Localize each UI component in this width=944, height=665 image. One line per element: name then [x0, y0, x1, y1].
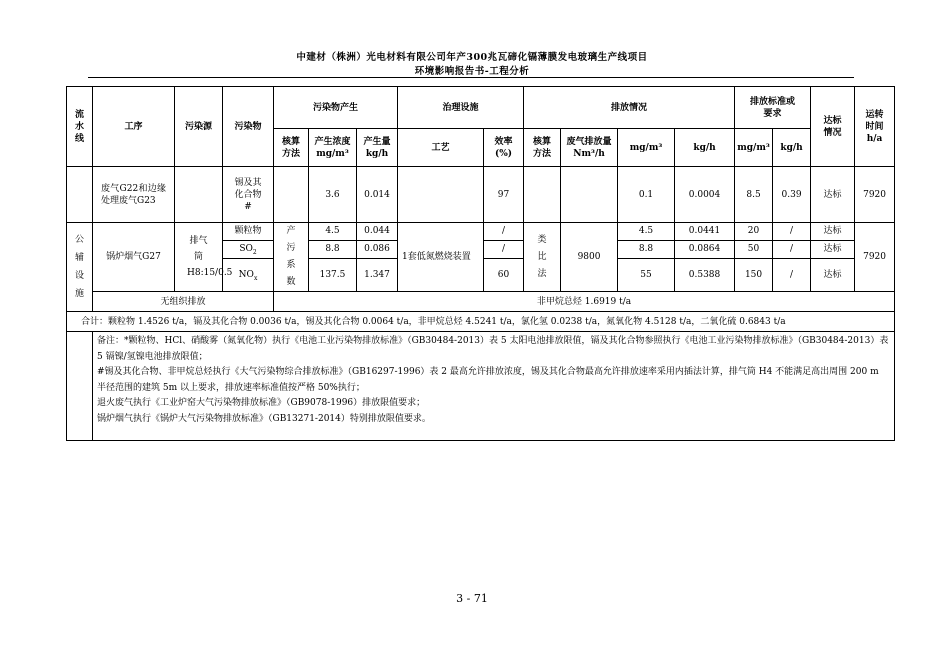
- row1-emission-conc: 0.1: [618, 167, 675, 223]
- boiler-so2-efficiency: /: [484, 240, 524, 258]
- note-2: #锡及其化合物、非甲烷总烃执行《大气污染物综合排放标准》（GB16297-1996）表 2 最高允许排放浓度，锡及其化合物最高允许排放速率采用内插法计算，排气筒 H4 不能满足高出周围 200 m 半径范围的建筑 5m 以上要求，排放速率标准值按严格 50%执行；: [97, 367, 879, 393]
- note-1: 备注：*颗粒物、HCl、硝酸雾（氮氧化物）执行《电池工业污染物排放标准》（GB30484-2013）表 5 太阳电池排放限值，镉及其化合物参照执行《电池工业污染物排放标准》（GB30484-2013）表 5 镉镍/氢镍电池排放限值；: [97, 336, 889, 362]
- boiler-pm-std-rate: /: [773, 223, 811, 241]
- row1-treatment: [398, 167, 484, 223]
- subheader-amount: 产生量kg/h: [357, 129, 398, 167]
- col-header-source: 污染源: [175, 87, 223, 167]
- notes-cell: [93, 332, 895, 441]
- boiler-method: 产污系数: [274, 223, 309, 292]
- col-header-runtime: 运转时间h/a: [855, 87, 895, 167]
- row1-emission-rate: 0.0004: [675, 167, 735, 223]
- boiler-line: 公辅设施: [67, 223, 93, 312]
- boiler-process: 锅炉烟气G27: [93, 223, 175, 292]
- row1-runtime: 7920: [855, 167, 895, 223]
- page-number: 3 - 71: [456, 592, 488, 605]
- subheader-std-kgh: kg/h: [773, 129, 811, 167]
- row1-std-conc: 8.5: [735, 167, 773, 223]
- subheader-flow: 废气排放量Nm³/h: [561, 129, 618, 167]
- boiler-nox-amount: 1.347: [357, 258, 398, 291]
- total-row: 合计：颗粒物 1.4526 t/a，镉及其化合物 0.0036 t/a，锡及其化合物 0.0064 t/a，非甲烷总烃 4.5241 t/a，氯化氢 0.0238 t/a，氮氧化物 4.5128 t/a，二氧化硫 0.6843 t/a: [67, 312, 895, 332]
- boiler-so2-std-rate: /: [773, 240, 811, 258]
- boiler-pm-status: 达标: [811, 223, 855, 241]
- header-subtitle: 环境影响报告书-工程分析: [414, 66, 530, 77]
- fugitive-value: 非甲烷总烃 1.6919 t/a: [274, 292, 895, 312]
- row1-process: 废气G22和边缘处理废气G23: [93, 167, 175, 223]
- boiler-pm-amount: 0.044: [357, 223, 398, 241]
- boiler-nox-std-rate: /: [773, 258, 811, 291]
- boiler-pollutant-nox: $NO_x$: [223, 258, 274, 291]
- notes-blank: [67, 332, 93, 441]
- subheader-mgm3: mg/m³: [618, 129, 675, 167]
- boiler-emission-method: 类比法: [524, 223, 561, 292]
- subheader-std-mgm3: mg/m³: [735, 129, 773, 167]
- boiler-so2-amount: 0.086: [357, 240, 398, 258]
- boiler-pollutant-pm: 颗粒物: [223, 223, 274, 241]
- row1-flow: [561, 167, 618, 223]
- col-header-treatment: 治理设施: [398, 87, 524, 129]
- boiler-treatment: 1套低氮燃烧装置: [398, 223, 484, 292]
- fugitive-label: 无组织排放: [93, 292, 274, 312]
- row1-emission-method: [524, 167, 561, 223]
- col-header-compliance: 达标情况: [811, 87, 855, 167]
- col-header-line: 流水线: [67, 87, 93, 167]
- row1-efficiency: 97: [484, 167, 524, 223]
- row1-conc: 3.6: [309, 167, 357, 223]
- boiler-so2-emission-rate: 0.0864: [675, 240, 735, 258]
- boiler-nox-emission-conc: 55: [618, 258, 675, 291]
- col-header-process: 工序: [93, 87, 175, 167]
- subheader-conc: 产生浓度mg/m³: [309, 129, 357, 167]
- boiler-pm-conc: 4.5: [309, 223, 357, 241]
- header-rule: [88, 77, 854, 78]
- boiler-nox-efficiency: 60: [484, 258, 524, 291]
- subheader-process: 工艺: [398, 129, 484, 167]
- subheader-emission-method: 核算方法: [524, 129, 561, 167]
- boiler-nox-status: 达标: [811, 258, 855, 291]
- boiler-nox-emission-rate: 0.5388: [675, 258, 735, 291]
- boiler-runtime: 7920: [855, 223, 895, 292]
- header-title: 中建材（株洲）光电材料有限公司年产300兆瓦碲化镉薄膜发电玻璃生产线项目: [296, 52, 648, 63]
- subheader-method: 核算方法: [274, 129, 309, 167]
- row1-std-rate: 0.39: [773, 167, 811, 223]
- boiler-so2-conc: 8.8: [309, 240, 357, 258]
- boiler-flow: 9800: [561, 223, 618, 292]
- col-header-emission: 排放情况: [524, 87, 735, 129]
- boiler-pm-emission-conc: 4.5: [618, 223, 675, 241]
- boiler-pollutant-so2: $SO_2$: [223, 240, 274, 258]
- boiler-so2-std-conc: 50: [735, 240, 773, 258]
- row1-amount: 0.014: [357, 167, 398, 223]
- note-4: 锅炉烟气执行《锅炉大气污染物排放标准》（GB13271-2014）特别排放限值要求。: [97, 413, 431, 424]
- boiler-nox-conc: 137.5: [309, 258, 357, 291]
- boiler-pm-efficiency: /: [484, 223, 524, 241]
- boiler-so2-status: 达标: [811, 240, 855, 258]
- row1-method: [274, 167, 309, 223]
- boiler-so2-emission-conc: 8.8: [618, 240, 675, 258]
- col-header-pollutant: 污染物: [223, 87, 274, 167]
- row1-line: [67, 167, 93, 223]
- boiler-nox-std-conc: 150: [735, 258, 773, 291]
- subheader-efficiency: 效率(%): [484, 129, 524, 167]
- subheader-kgh: kg/h: [675, 129, 735, 167]
- row1-source: [175, 167, 223, 223]
- col-header-standard: 排放标准或要求: [735, 87, 811, 129]
- emission-table: [66, 86, 895, 441]
- boiler-pm-std-conc: 20: [735, 223, 773, 241]
- note-3: 退火废气执行《工业炉窑大气污染物排放标准》（GB9078-1996）排放限值要求；: [97, 398, 426, 408]
- row1-pollutant: 锡及其化合物#: [223, 167, 274, 223]
- boiler-pm-emission-rate: 0.0441: [675, 223, 735, 241]
- row1-status: 达标: [811, 167, 855, 223]
- col-header-generation: 污染物产生: [274, 87, 398, 129]
- boiler-source: 排气筒H8:15/0.5: [175, 223, 223, 292]
